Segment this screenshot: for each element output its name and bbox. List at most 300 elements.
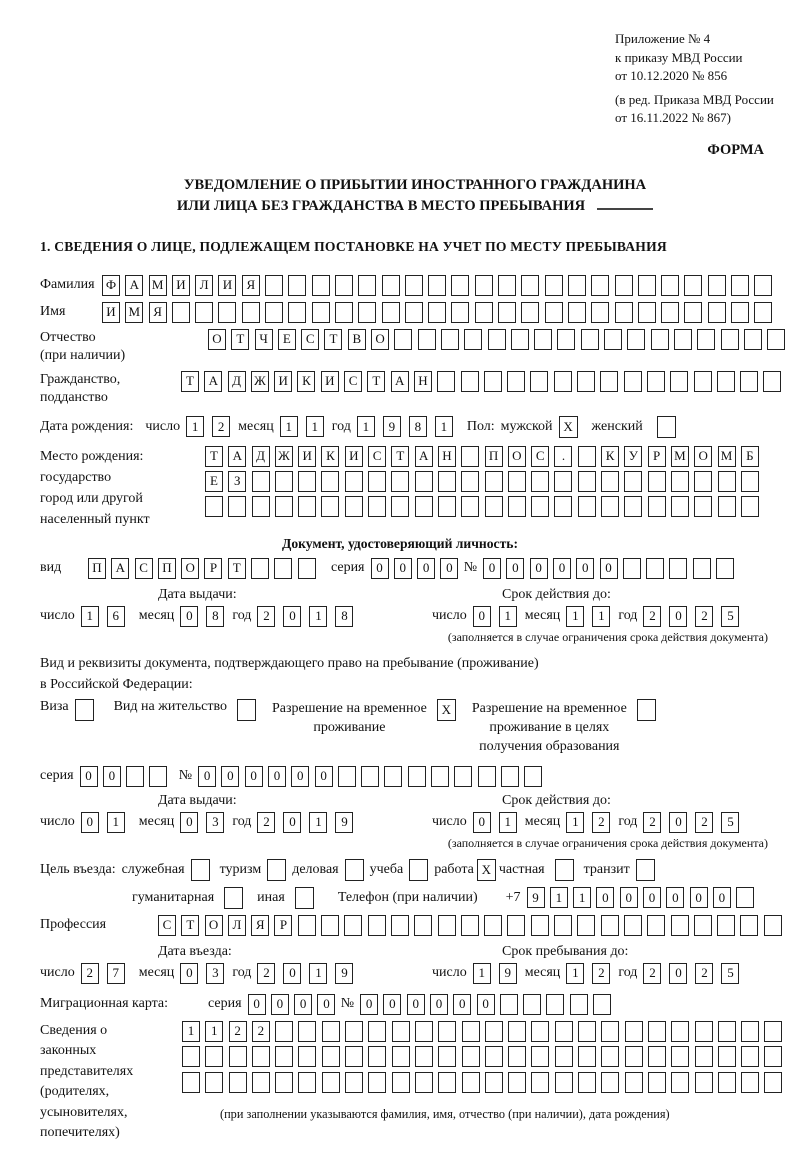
char-cell[interactable] (172, 302, 190, 323)
char-cell[interactable] (267, 859, 286, 881)
char-cell[interactable] (695, 1046, 713, 1067)
char-cell[interactable] (578, 496, 596, 517)
char-cell[interactable] (671, 1021, 689, 1042)
char-cell[interactable]: И (102, 302, 120, 323)
char-cell[interactable] (568, 275, 586, 296)
char-cell[interactable]: 0 (268, 766, 286, 787)
char-cell[interactable] (451, 302, 469, 323)
char-cell[interactable] (741, 1021, 759, 1042)
char-cell[interactable] (531, 915, 549, 936)
char-cell[interactable] (498, 302, 516, 323)
char-cell[interactable] (578, 1021, 596, 1042)
char-cell[interactable] (335, 302, 353, 323)
char-cell[interactable] (555, 1072, 573, 1093)
char-cell[interactable]: О (205, 915, 223, 936)
char-cell[interactable] (695, 1021, 713, 1042)
char-cell[interactable] (464, 329, 482, 350)
char-cell[interactable] (648, 1072, 666, 1093)
char-cell[interactable]: 1 (309, 812, 327, 833)
char-cell[interactable] (764, 1072, 782, 1093)
char-cell[interactable] (405, 275, 423, 296)
char-cell[interactable]: 1 (566, 812, 584, 833)
char-cell[interactable] (531, 496, 549, 517)
char-cell[interactable]: 0 (180, 606, 198, 627)
char-cell[interactable] (205, 496, 223, 517)
char-cell[interactable] (718, 1046, 736, 1067)
char-cell[interactable]: К (601, 446, 619, 467)
char-cell[interactable]: 1 (566, 606, 584, 627)
char-cell[interactable] (568, 302, 586, 323)
char-cell[interactable] (275, 1021, 293, 1042)
char-cell[interactable] (438, 1046, 456, 1067)
char-cell[interactable] (295, 887, 314, 909)
char-cell[interactable] (394, 329, 412, 350)
char-cell[interactable] (451, 275, 469, 296)
char-cell[interactable]: С (368, 446, 386, 467)
char-cell[interactable] (485, 496, 503, 517)
char-cell[interactable] (475, 275, 493, 296)
char-cell[interactable] (508, 1072, 526, 1093)
char-cell[interactable] (671, 1046, 689, 1067)
char-cell[interactable]: 1 (435, 416, 453, 437)
char-cell[interactable] (408, 766, 426, 787)
char-cell[interactable]: 1 (309, 606, 327, 627)
char-cell[interactable] (555, 859, 574, 881)
char-cell[interactable] (322, 1072, 340, 1093)
char-cell[interactable] (718, 1072, 736, 1093)
char-cell[interactable]: 2 (212, 416, 230, 437)
char-cell[interactable] (441, 329, 459, 350)
char-cell[interactable] (312, 302, 330, 323)
char-cell[interactable]: 0 (669, 812, 687, 833)
char-cell[interactable] (228, 496, 246, 517)
char-cell[interactable] (624, 471, 642, 492)
char-cell[interactable] (646, 558, 664, 579)
char-cell[interactable] (694, 496, 712, 517)
char-cell[interactable]: А (415, 446, 433, 467)
char-cell[interactable] (191, 859, 210, 881)
char-cell[interactable]: 0 (713, 887, 731, 908)
char-cell[interactable] (521, 302, 539, 323)
char-cell[interactable] (546, 994, 564, 1015)
char-cell[interactable]: 0 (600, 558, 618, 579)
char-cell[interactable] (274, 558, 292, 579)
char-cell[interactable] (767, 329, 785, 350)
char-cell[interactable]: И (274, 371, 292, 392)
char-cell[interactable]: З (228, 471, 246, 492)
char-cell[interactable]: 0 (248, 994, 266, 1015)
char-cell[interactable]: Ж (275, 446, 293, 467)
char-cell[interactable] (554, 471, 572, 492)
char-cell[interactable] (461, 496, 479, 517)
char-cell[interactable] (345, 471, 363, 492)
char-cell[interactable] (615, 302, 633, 323)
char-cell[interactable] (731, 275, 749, 296)
char-cell[interactable] (298, 1021, 316, 1042)
char-cell[interactable] (478, 766, 496, 787)
char-cell[interactable] (554, 915, 572, 936)
char-cell[interactable] (298, 471, 316, 492)
char-cell[interactable] (741, 496, 759, 517)
char-cell[interactable] (581, 329, 599, 350)
char-cell[interactable] (391, 471, 409, 492)
char-cell[interactable] (545, 275, 563, 296)
char-cell[interactable]: 0 (283, 812, 301, 833)
char-cell[interactable] (195, 302, 213, 323)
char-cell[interactable] (251, 558, 269, 579)
char-cell[interactable] (500, 994, 518, 1015)
char-cell[interactable]: 5 (721, 963, 739, 984)
char-cell[interactable] (252, 1072, 270, 1093)
char-cell[interactable] (461, 446, 479, 467)
char-cell[interactable] (275, 496, 293, 517)
char-cell[interactable] (557, 329, 575, 350)
char-cell[interactable]: 2 (81, 963, 99, 984)
char-cell[interactable]: Л (228, 915, 246, 936)
char-cell[interactable]: Е (278, 329, 296, 350)
char-cell[interactable] (498, 275, 516, 296)
char-cell[interactable] (392, 1021, 410, 1042)
char-cell[interactable] (740, 371, 758, 392)
char-cell[interactable] (523, 994, 541, 1015)
char-cell[interactable]: К (297, 371, 315, 392)
char-cell[interactable]: Р (274, 915, 292, 936)
char-cell[interactable] (694, 371, 712, 392)
char-cell[interactable] (392, 1046, 410, 1067)
char-cell[interactable] (508, 1046, 526, 1067)
char-cell[interactable]: 0 (291, 766, 309, 787)
char-cell[interactable] (508, 496, 526, 517)
char-cell[interactable]: 1 (81, 606, 99, 627)
char-cell[interactable] (252, 1046, 270, 1067)
char-cell[interactable] (601, 471, 619, 492)
char-cell[interactable]: 9 (335, 812, 353, 833)
char-cell[interactable]: 0 (530, 558, 548, 579)
char-cell[interactable]: 3 (206, 812, 224, 833)
char-cell[interactable]: 1 (592, 606, 610, 627)
char-cell[interactable] (405, 302, 423, 323)
char-cell[interactable]: 5 (721, 606, 739, 627)
char-cell[interactable] (554, 496, 572, 517)
char-cell[interactable]: 0 (315, 766, 333, 787)
char-cell[interactable] (531, 1072, 549, 1093)
char-cell[interactable] (615, 275, 633, 296)
char-cell[interactable]: А (111, 558, 129, 579)
char-cell[interactable] (636, 859, 655, 881)
char-cell[interactable] (275, 1072, 293, 1093)
char-cell[interactable] (671, 915, 689, 936)
char-cell[interactable] (368, 1046, 386, 1067)
char-cell[interactable]: Б (741, 446, 759, 467)
char-cell[interactable]: 2 (643, 606, 661, 627)
char-cell[interactable]: 0 (506, 558, 524, 579)
char-cell[interactable]: X (437, 699, 456, 721)
char-cell[interactable]: 2 (257, 963, 275, 984)
char-cell[interactable]: 6 (107, 606, 125, 627)
char-cell[interactable]: 9 (499, 963, 517, 984)
char-cell[interactable] (265, 302, 283, 323)
char-cell[interactable] (625, 1021, 643, 1042)
char-cell[interactable]: 8 (335, 606, 353, 627)
char-cell[interactable] (693, 558, 711, 579)
char-cell[interactable]: О (181, 558, 199, 579)
char-cell[interactable] (578, 471, 596, 492)
char-cell[interactable]: У (624, 446, 642, 467)
char-cell[interactable]: Я (149, 302, 167, 323)
char-cell[interactable]: 0 (453, 994, 471, 1015)
char-cell[interactable] (717, 915, 735, 936)
char-cell[interactable] (415, 1021, 433, 1042)
char-cell[interactable] (485, 1046, 503, 1067)
char-cell[interactable]: 0 (407, 994, 425, 1015)
char-cell[interactable]: 2 (643, 963, 661, 984)
char-cell[interactable] (534, 329, 552, 350)
char-cell[interactable]: 0 (198, 766, 216, 787)
char-cell[interactable] (684, 302, 702, 323)
char-cell[interactable] (75, 699, 94, 721)
char-cell[interactable]: 0 (596, 887, 614, 908)
char-cell[interactable] (647, 915, 665, 936)
char-cell[interactable] (684, 275, 702, 296)
char-cell[interactable] (638, 302, 656, 323)
char-cell[interactable]: С (158, 915, 176, 936)
char-cell[interactable]: А (391, 371, 409, 392)
char-cell[interactable] (298, 915, 316, 936)
char-cell[interactable]: 2 (257, 606, 275, 627)
char-cell[interactable] (438, 496, 456, 517)
char-cell[interactable] (488, 329, 506, 350)
char-cell[interactable]: 0 (417, 558, 435, 579)
char-cell[interactable] (740, 915, 758, 936)
char-cell[interactable]: И (298, 446, 316, 467)
char-cell[interactable] (508, 471, 526, 492)
char-cell[interactable] (741, 1072, 759, 1093)
char-cell[interactable]: П (88, 558, 106, 579)
char-cell[interactable] (624, 496, 642, 517)
char-cell[interactable] (604, 329, 622, 350)
char-cell[interactable] (298, 558, 316, 579)
char-cell[interactable]: 1 (550, 887, 568, 908)
char-cell[interactable] (298, 496, 316, 517)
char-cell[interactable] (428, 275, 446, 296)
char-cell[interactable] (321, 915, 339, 936)
char-cell[interactable] (717, 371, 735, 392)
char-cell[interactable]: 1 (573, 887, 591, 908)
char-cell[interactable] (578, 446, 596, 467)
char-cell[interactable] (392, 1072, 410, 1093)
char-cell[interactable]: Я (251, 915, 269, 936)
char-cell[interactable]: 9 (335, 963, 353, 984)
char-cell[interactable]: X (559, 416, 578, 438)
char-cell[interactable]: 0 (394, 558, 412, 579)
char-cell[interactable] (358, 302, 376, 323)
char-cell[interactable] (338, 766, 356, 787)
char-cell[interactable] (555, 1046, 573, 1067)
char-cell[interactable]: Т (205, 446, 223, 467)
char-cell[interactable] (671, 471, 689, 492)
char-cell[interactable] (475, 302, 493, 323)
char-cell[interactable]: О (371, 329, 389, 350)
char-cell[interactable] (718, 496, 736, 517)
char-cell[interactable]: А (125, 275, 143, 296)
char-cell[interactable]: 0 (643, 887, 661, 908)
char-cell[interactable] (345, 496, 363, 517)
char-cell[interactable]: С (531, 446, 549, 467)
char-cell[interactable] (345, 1021, 363, 1042)
char-cell[interactable]: Ф (102, 275, 120, 296)
char-cell[interactable] (744, 329, 762, 350)
char-cell[interactable] (414, 915, 432, 936)
char-cell[interactable]: 0 (669, 963, 687, 984)
char-cell[interactable] (741, 471, 759, 492)
char-cell[interactable]: 0 (553, 558, 571, 579)
char-cell[interactable]: 1 (205, 1021, 223, 1042)
char-cell[interactable] (671, 1072, 689, 1093)
char-cell[interactable]: П (158, 558, 176, 579)
char-cell[interactable] (624, 371, 642, 392)
char-cell[interactable] (718, 1021, 736, 1042)
char-cell[interactable] (462, 1046, 480, 1067)
char-cell[interactable] (736, 887, 754, 908)
char-cell[interactable] (415, 496, 433, 517)
char-cell[interactable]: 0 (666, 887, 684, 908)
char-cell[interactable] (288, 275, 306, 296)
char-cell[interactable]: 0 (294, 994, 312, 1015)
char-cell[interactable]: 8 (206, 606, 224, 627)
char-cell[interactable] (461, 471, 479, 492)
char-cell[interactable]: К (321, 446, 339, 467)
char-cell[interactable]: 0 (317, 994, 335, 1015)
char-cell[interactable] (229, 1046, 247, 1067)
char-cell[interactable]: 1 (182, 1021, 200, 1042)
char-cell[interactable]: 1 (566, 963, 584, 984)
char-cell[interactable] (321, 496, 339, 517)
char-cell[interactable] (391, 496, 409, 517)
char-cell[interactable] (601, 496, 619, 517)
char-cell[interactable] (601, 1021, 619, 1042)
char-cell[interactable] (669, 558, 687, 579)
char-cell[interactable]: 7 (107, 963, 125, 984)
char-cell[interactable]: А (228, 446, 246, 467)
char-cell[interactable]: М (149, 275, 167, 296)
char-cell[interactable] (298, 1046, 316, 1067)
char-cell[interactable]: М (671, 446, 689, 467)
char-cell[interactable] (507, 371, 525, 392)
char-cell[interactable]: 2 (695, 963, 713, 984)
char-cell[interactable] (648, 1046, 666, 1067)
char-cell[interactable] (570, 994, 588, 1015)
char-cell[interactable] (648, 1021, 666, 1042)
char-cell[interactable] (578, 1072, 596, 1093)
char-cell[interactable]: Т (324, 329, 342, 350)
char-cell[interactable]: X (477, 859, 496, 881)
char-cell[interactable] (511, 329, 529, 350)
char-cell[interactable]: 8 (409, 416, 427, 437)
char-cell[interactable] (591, 302, 609, 323)
char-cell[interactable]: 1 (186, 416, 204, 437)
char-cell[interactable] (554, 371, 572, 392)
char-cell[interactable]: 0 (576, 558, 594, 579)
char-cell[interactable] (418, 329, 436, 350)
char-cell[interactable]: 0 (477, 994, 495, 1015)
char-cell[interactable]: С (344, 371, 362, 392)
char-cell[interactable]: П (485, 446, 503, 467)
char-cell[interactable] (674, 329, 692, 350)
char-cell[interactable]: 1 (309, 963, 327, 984)
char-cell[interactable] (600, 371, 618, 392)
char-cell[interactable] (507, 915, 525, 936)
char-cell[interactable] (438, 915, 456, 936)
char-cell[interactable] (754, 275, 772, 296)
char-cell[interactable] (624, 915, 642, 936)
char-cell[interactable] (252, 471, 270, 492)
char-cell[interactable]: 0 (430, 994, 448, 1015)
char-cell[interactable]: 5 (721, 812, 739, 833)
char-cell[interactable] (368, 496, 386, 517)
char-cell[interactable]: Т (231, 329, 249, 350)
char-cell[interactable]: 2 (257, 812, 275, 833)
char-cell[interactable]: 0 (103, 766, 121, 787)
char-cell[interactable] (322, 1021, 340, 1042)
char-cell[interactable]: 2 (643, 812, 661, 833)
char-cell[interactable] (461, 915, 479, 936)
char-cell[interactable] (484, 371, 502, 392)
char-cell[interactable] (764, 1021, 782, 1042)
char-cell[interactable]: М (718, 446, 736, 467)
char-cell[interactable]: 0 (383, 994, 401, 1015)
char-cell[interactable]: М (125, 302, 143, 323)
char-cell[interactable]: О (208, 329, 226, 350)
char-cell[interactable]: 0 (620, 887, 638, 908)
char-cell[interactable] (368, 1072, 386, 1093)
char-cell[interactable]: 2 (695, 812, 713, 833)
char-cell[interactable] (242, 302, 260, 323)
char-cell[interactable] (237, 699, 256, 721)
char-cell[interactable] (224, 887, 243, 909)
char-cell[interactable]: 2 (229, 1021, 247, 1042)
char-cell[interactable] (555, 1021, 573, 1042)
char-cell[interactable] (545, 302, 563, 323)
char-cell[interactable] (126, 766, 144, 787)
char-cell[interactable] (485, 1021, 503, 1042)
char-cell[interactable] (321, 471, 339, 492)
char-cell[interactable] (182, 1046, 200, 1067)
char-cell[interactable]: Т (391, 446, 409, 467)
char-cell[interactable]: . (554, 446, 572, 467)
char-cell[interactable] (361, 766, 379, 787)
char-cell[interactable]: Т (228, 558, 246, 579)
char-cell[interactable]: 0 (180, 812, 198, 833)
char-cell[interactable]: 0 (473, 606, 491, 627)
char-cell[interactable] (382, 302, 400, 323)
char-cell[interactable] (627, 329, 645, 350)
char-cell[interactable]: 0 (473, 812, 491, 833)
char-cell[interactable] (718, 471, 736, 492)
char-cell[interactable] (625, 1046, 643, 1067)
char-cell[interactable]: 0 (180, 963, 198, 984)
char-cell[interactable] (368, 471, 386, 492)
char-cell[interactable] (708, 275, 726, 296)
char-cell[interactable]: О (694, 446, 712, 467)
char-cell[interactable]: 2 (592, 812, 610, 833)
char-cell[interactable] (593, 994, 611, 1015)
char-cell[interactable]: Т (181, 915, 199, 936)
char-cell[interactable]: Н (438, 446, 456, 467)
char-cell[interactable]: Ч (255, 329, 273, 350)
char-cell[interactable]: 1 (473, 963, 491, 984)
char-cell[interactable] (637, 699, 656, 721)
char-cell[interactable] (415, 471, 433, 492)
